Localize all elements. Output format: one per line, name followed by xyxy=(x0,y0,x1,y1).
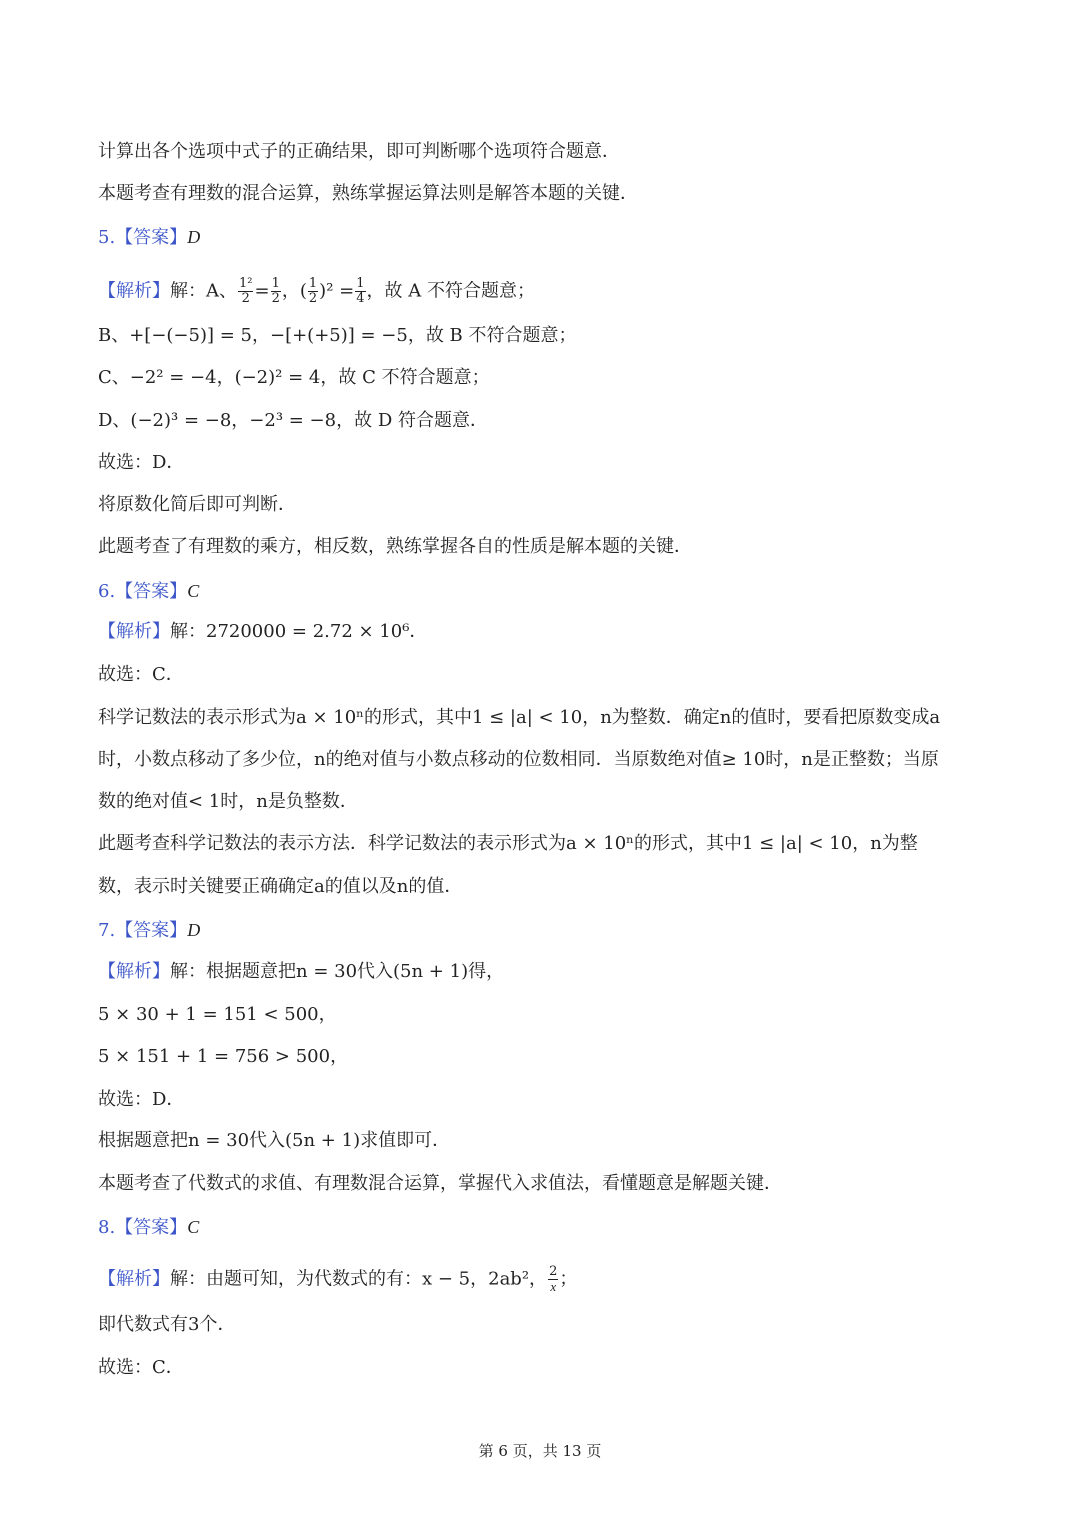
text: 解：由题可知，为代数式的有：x − 5，2ab²， xyxy=(170,1268,548,1290)
answer-value: C xyxy=(187,1217,200,1237)
text-line: 此题考查科学记数法的表示方法．科学记数法的表示形式为a × 10ⁿ的形式，其中1 ≤ |a| < 10，n为整 xyxy=(98,833,918,854)
analysis-line xyxy=(98,1265,577,1294)
text-line: 计算出各个选项中式子的正确结果，即可判断哪个选项符合题意． xyxy=(98,141,620,162)
text: )² = xyxy=(319,280,355,302)
analysis-label: 【解析】 xyxy=(98,280,170,302)
text: ，( xyxy=(281,280,307,302)
text-line: 本题考查有理数的混合运算，熟练掌握运算法则是解答本题的关键． xyxy=(98,183,638,204)
numerator: 2 xyxy=(549,1264,558,1279)
answer-label: 5.【答案】 xyxy=(98,227,188,248)
text: 解：2720000 = 2.72 × 10⁶． xyxy=(170,621,428,642)
numerator: 1 xyxy=(356,276,365,291)
text-line: 将原数化简后即可判断． xyxy=(98,494,296,515)
page-footer: 第 6 页，共 13 页 xyxy=(478,1442,602,1460)
text-line: 根据题意把n = 30代入(5n + 1)求值即可． xyxy=(98,1130,451,1151)
answer-heading-8 xyxy=(98,1215,199,1240)
fraction xyxy=(548,1265,558,1294)
denominator: x xyxy=(550,1279,557,1294)
fraction xyxy=(355,277,365,306)
numerator: 1 xyxy=(271,276,280,291)
answer-label: 8.【答案】 xyxy=(98,1217,188,1238)
analysis-label: 【解析】 xyxy=(98,961,170,982)
fraction xyxy=(308,277,318,306)
text-line: 即代数式有3个． xyxy=(98,1314,236,1335)
numerator: 1² xyxy=(239,276,253,291)
text: 解：根据题意把n = 30代入(5n + 1)得， xyxy=(170,961,505,982)
answer-label: 6.【答案】 xyxy=(98,581,188,602)
answer-value: D xyxy=(187,920,201,940)
text: ，故 A 不符合题意； xyxy=(366,280,535,302)
text-line: B、+[−(−5)] = 5，−[+(+5)] = −5，故 B 不符合题意； xyxy=(98,325,577,346)
denominator: 2 xyxy=(271,291,280,306)
text-line: 故选：C． xyxy=(98,1357,184,1378)
text-line: 5 × 30 + 1 = 151 < 500， xyxy=(98,1004,337,1025)
text-line: 故选：D． xyxy=(98,452,185,473)
text-line: 故选：C． xyxy=(98,664,184,685)
text-line: 数的绝对值< 1时，n是负整数． xyxy=(98,791,358,812)
analysis-line xyxy=(98,277,535,306)
fraction xyxy=(271,277,281,306)
answer-heading-5 xyxy=(98,225,200,250)
denominator: 2 xyxy=(308,291,318,306)
text: 解：A、 xyxy=(170,280,237,302)
answer-value: C xyxy=(187,581,200,601)
analysis-label: 【解析】 xyxy=(98,1268,170,1290)
text: ； xyxy=(559,1268,578,1290)
text-line: 5 × 151 + 1 = 756 > 500， xyxy=(98,1046,349,1067)
answer-heading-6 xyxy=(98,579,199,604)
text: = xyxy=(254,280,270,302)
text-line: D、(−2)³ = −8，−2³ = −8，故 D 符合题意． xyxy=(98,410,488,431)
answer-value: D xyxy=(187,227,201,247)
analysis-line xyxy=(98,620,427,644)
text-line: 故选：D． xyxy=(98,1089,185,1110)
analysis-line xyxy=(98,960,504,984)
text-line: 数，表示时关键要正确确定a的值以及n的值． xyxy=(98,876,463,897)
text-line: 科学记数法的表示形式为a × 10ⁿ的形式，其中1 ≤ |a| < 10，n为整数．确定n的值时，要看把原数变成a xyxy=(98,707,941,728)
text-line: 本题考查了代数式的求值、有理数混合运算，掌握代入求值法，看懂题意是解题关键． xyxy=(98,1173,782,1194)
text-line: C、−2² = −4，(−2)² = 4，故 C 不符合题意； xyxy=(98,367,490,388)
numerator: 1 xyxy=(308,276,318,291)
answer-label: 7.【答案】 xyxy=(98,920,188,941)
fraction xyxy=(238,277,253,306)
analysis-label: 【解析】 xyxy=(98,621,170,642)
denominator: 2 xyxy=(241,291,250,306)
text-line: 时，小数点移动了多少位，n的绝对值与小数点移动的位数相同．当原数绝对值≥ 10时，n是正整数；当原 xyxy=(98,749,939,770)
answer-heading-7 xyxy=(98,918,200,943)
denominator: 4 xyxy=(356,291,365,306)
text-line: 此题考查了有理数的乘方，相反数，熟练掌握各自的性质是解本题的关键． xyxy=(98,536,692,557)
